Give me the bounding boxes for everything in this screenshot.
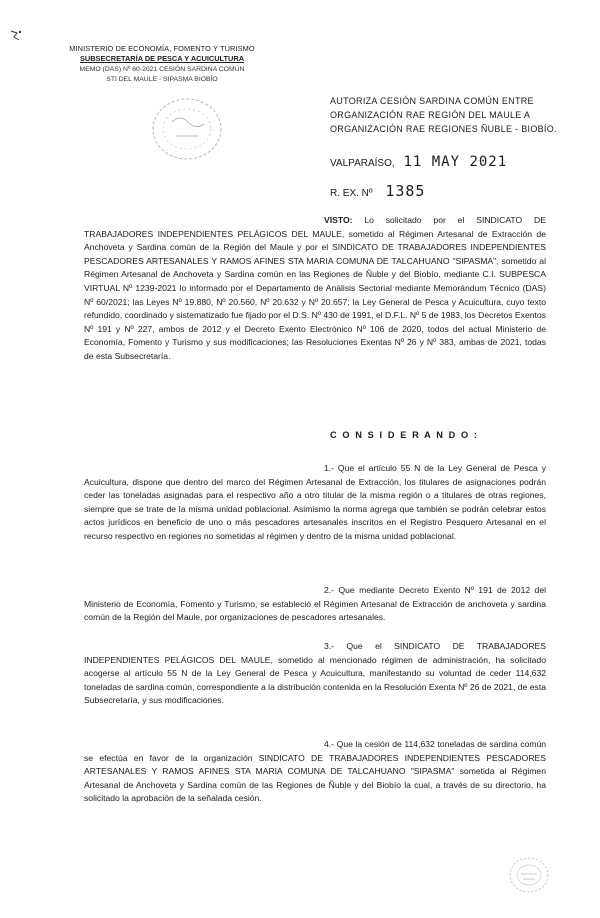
considerando-4-number: 4.- [324,739,335,749]
letterhead [52,44,272,86]
subsecretaria-name: SUBSECRETARÍA DE PESCA Y ACUICULTURA [79,54,245,64]
considerando-2-text: Que mediante Decreto Exento Nº 191 de 2012 del Ministerio de Economía, Fomento y Turismo, se estableció el Régimen Artesanal de Extracción de anchoveta y sardina común de la Región del Maule, por organizaciones de pescadores artesanales. [84,585,547,623]
page-stamp-icon [506,854,552,896]
considerando-2 [84,584,546,625]
subject-line: AUTORIZA CESIÓN SARDINA COMÚN ENTRE ORGANIZACIÓN RAE REGIÓN DEL MAULE A ORGANIZACIÓN RAE REGIONES ÑUBLE - BIOBÍO. [330,96,557,134]
resolution-value: 1385 [385,182,426,200]
considerando-3 [84,640,546,708]
visto-text: Lo solicitado por el SINDICATO DE TRABAJADORES INDEPENDIENTES PELÁGICOS DEL MAULE, sometido al Régimen Artesanal de Extracción de Anchoveta y Sardina común de la Región del Maule y por el SINDICATO DE TRABAJADORES INDEPENDIENTES PESCADORES ARTESANALES Y RAMOS AFINES STA MARIA COMUNA DE TALCAHUANO "SIPASMA", sometido al Régimen Artesanal de Anchoveta y Sardina común en las Regiones de Ñuble y del Biobío, mediante C.I. SUBPESCA VIRTUAL Nº 1239-2021 lo informado por el Departamento de Análisis Sectorial mediante Memorándum Técnico (DAS) Nº 60/2021; las Leyes Nº 19.880, Nº 20.560, Nº 20.632 y Nº 20.657; la Ley General de Pesca y Acuicultura, cuyo texto refundido, coordinado y sistematizado fue fijado por el D.S. Nº 430 de 1991, el D.F.L. Nº 5 de 1983, los Decretos Exentos Nº 191 y Nº 227, ambos de 2012 y el Decreto Exento Electrónico Nº 106 de 2020, todos del actual Ministerio de Economía, Fomento y Turismo y sus modificaciones; las Resoluciones Exentas Nº 26 y Nº 383, ambas de 2021, todas de esta Subsecretaría. [84,215,546,361]
considerando-heading: C O N S I D E R A N D O : [330,430,479,440]
place-date [330,154,507,170]
considerando-4 [84,738,546,806]
corner-mark-icon [8,28,24,44]
stamp-date: 11 MAY 2021 [403,154,508,170]
considerando-4-text: Que la cesión de 114,632 toneladas de sardina común se efectúa en favor de la organización SINDICATO DE TRABAJADORES INDEPENDIENTES PESCADORES ARTESANALES Y RAMOS AFINES STA MARIA COMUNA DE TALCAHUANO "SIPASMA" sometida al Régimen Artesanal de Anchoveta y Sardina común de las Regiones de Ñuble y del Biobío la cual, a través de su directorio, ha solicitado la aprobación de la señalada cesión. [84,739,547,804]
visto-paragraph [84,214,546,364]
resolution-label: R. EX. Nº [330,188,373,199]
considerando-2-number: 2.- [324,585,335,595]
considerando-1-text: Que el artículo 55 N de la Ley General de Pesca y Acuicultura, dispone que dentro del marco del Régimen Artesanal de Extracción, los titulares de asignaciones podrán ceder las toneladas asignadas para el respectivo año a otro titular de la misma región o a titulares de otras regiones, siempre que se trate de la misma unidad poblacional. Asimismo la norma agrega que también se podrán celebrar estos actos jurídicos en beneficio de uno o más pescadores artesanales inscritos en el Registro Pesquero Artesanal en el recurso respectivo en regiones no sometidas al régimen y dentro de la misma unidad poblacional. [84,463,546,541]
visto-label: VISTO: [324,215,353,225]
stamp-seal-icon [146,92,228,166]
considerando-1 [84,462,546,544]
ministry-name: MINISTERIO DE ECONOMÍA, FOMENTO Y TURISMO [69,44,255,53]
resolution-number [330,182,425,200]
considerando-3-text: Que el SINDICATO DE TRABAJADORES INDEPENDIENTES PELÁGICOS DEL MAULE, sometido al mencionado régimen de administración, ha solicitado acogerse al artículo 55 N de la Ley General de Pesca y Acuicultura, manifestando su voluntad de ceder 114,632 toneladas de sardina común, correspondiente a la distribución contenida en la Resolución Exenta Nº 26 de 2021, de esta Subsecretaría, y sus modificaciones. [84,641,546,706]
considerando-1-number: 1.- [324,463,335,473]
considerando-3-number: 3.- [324,641,335,651]
memo-reference-detail: STI DEL MAULE - SIPASMA BIOBÍO [106,76,218,84]
place-label: VALPARAÍSO, [330,158,395,169]
memo-reference: MEMO (DAS) Nº 60-2021 CESIÓN SARDINA COMÚN [79,65,245,73]
